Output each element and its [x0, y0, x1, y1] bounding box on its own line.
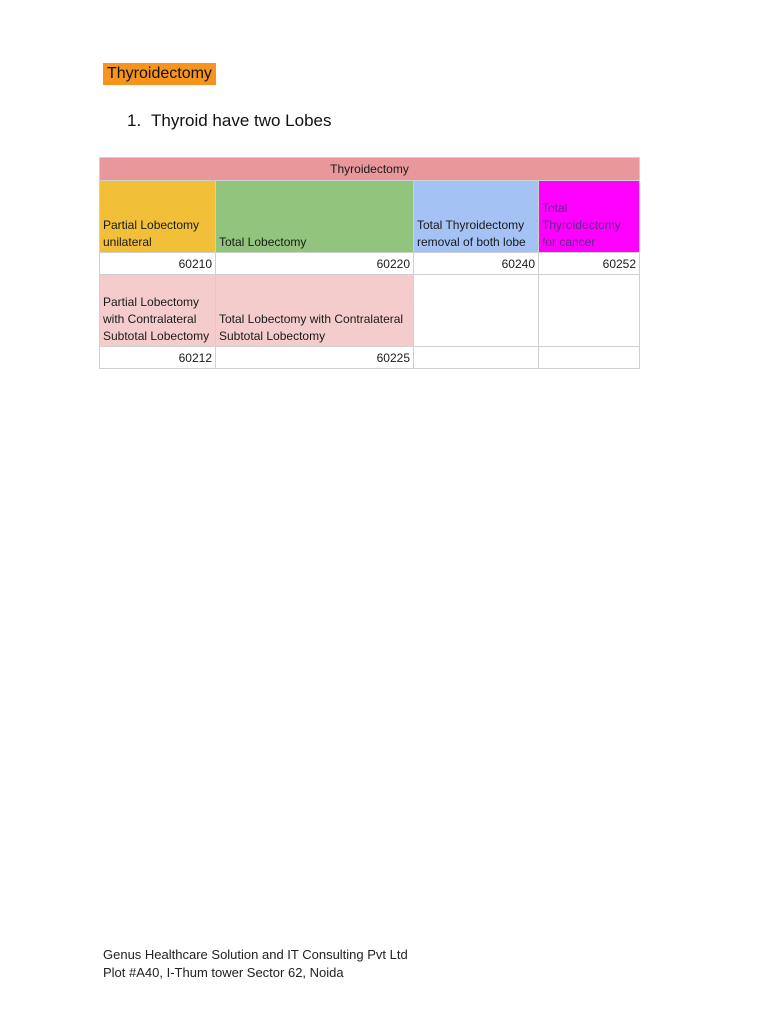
footer-address: Plot #A40, I-Thum tower Sector 62, Noida: [103, 965, 344, 980]
list-number: 1.: [127, 111, 142, 130]
empty-cell: [539, 347, 640, 369]
code-cell: 60225: [216, 347, 414, 369]
cell-partial-lobectomy-contralateral: Partial Lobectomy with Contralateral Subtotal Lobectomy: [100, 275, 216, 347]
section-heading: Thyroidectomy: [103, 63, 216, 85]
empty-cell: [539, 275, 640, 347]
code-cell: 60210: [100, 253, 216, 275]
code-cell: 60240: [414, 253, 539, 275]
footer-company: Genus Healthcare Solution and IT Consulting Pvt Ltd: [103, 947, 408, 962]
numbered-list-item: [127, 110, 332, 132]
header-cell-partial-lobectomy: Partial Lobectomy unilateral: [100, 181, 216, 253]
thyroidectomy-table: [99, 157, 640, 369]
header-cell-thyroidectomy-cancer: Total Thyroidectomy for cancer: [539, 181, 640, 253]
code-cell: 60212: [100, 347, 216, 369]
list-text: Thyroid have two Lobes: [151, 111, 332, 130]
empty-cell: [414, 347, 539, 369]
table-title: Thyroidectomy: [100, 158, 640, 181]
empty-cell: [414, 275, 539, 347]
code-cell: 60220: [216, 253, 414, 275]
cell-total-lobectomy-contralateral: Total Lobectomy with Contralateral Subtotal Lobectomy: [216, 275, 414, 347]
header-cell-total-thyroidectomy: Total Thyroidectomy removal of both lobe: [414, 181, 539, 253]
code-cell: 60252: [539, 253, 640, 275]
header-cell-total-lobectomy: Total Lobectomy: [216, 181, 414, 253]
page-footer: [103, 946, 408, 982]
